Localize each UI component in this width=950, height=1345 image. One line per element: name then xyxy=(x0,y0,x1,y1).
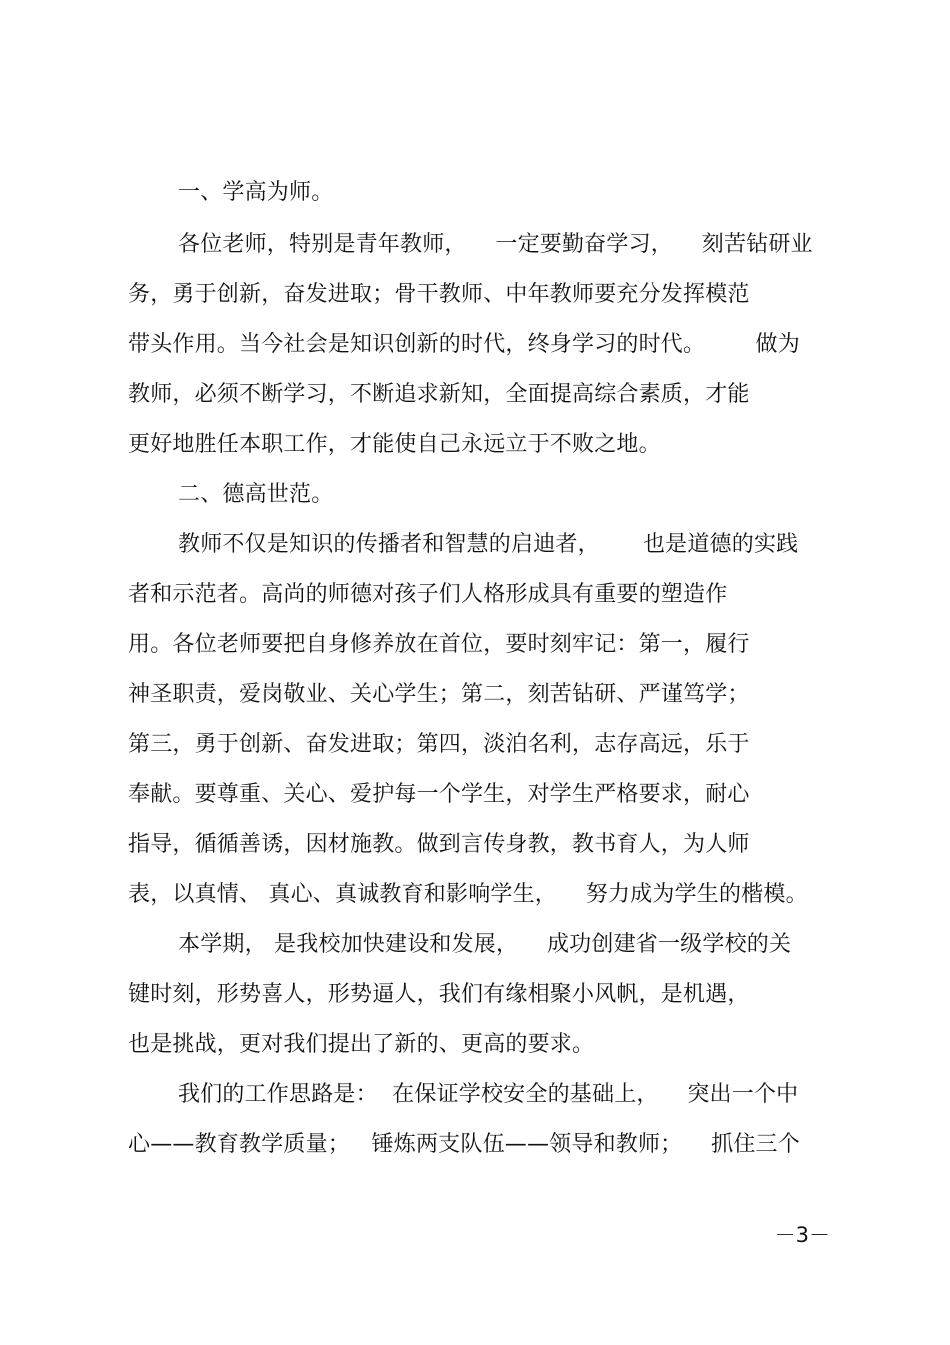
paragraph-line: 用。各位老师要把自身修养放在首位，要时刻牢记：第一，履行 xyxy=(128,632,750,657)
paragraph-line: 神圣职责，爱岗敬业、关心学生；第二，刻苦钻研、严谨笃学； xyxy=(128,682,750,707)
heading-section-2: 二、德高世范。 xyxy=(178,482,334,507)
paragraph-line: 键时刻，形势喜人，形势逼人，我们有缘相聚小风帆，是机遇， xyxy=(128,982,750,1007)
paragraph-line: 更好地胜任本职工作，才能使自己永远立于不败之地。 xyxy=(128,432,661,457)
paragraph-line: 奉献。要尊重、关心、爱护每一个学生，对学生严格要求，耐心 xyxy=(128,782,750,807)
paragraph-line: 本学期， 是我校加快建设和发展， 成功创建省一级学校的关 xyxy=(178,932,792,957)
paragraph-line: 我们的工作思路是： 在保证学校安全的基础上， 突出一个中 xyxy=(178,1082,799,1107)
paragraph-line: 者和示范者。高尚的师德对孩子们人格形成具有重要的塑造作 xyxy=(128,582,728,607)
page-number: －3－ xyxy=(774,1223,830,1247)
paragraph-line: 务，勇于创新，奋发进取；骨干教师、中年教师要充分发挥模范 xyxy=(128,282,750,307)
paragraph-line: 也是挑战，更对我们提出了新的、更高的要求。 xyxy=(128,1032,595,1057)
heading-section-1: 一、学高为师。 xyxy=(178,180,334,205)
paragraph-line: 第三，勇于创新、奋发进取；第四，淡泊名利，志存高远，乐于 xyxy=(128,732,750,757)
paragraph-line: 带头作用。当今社会是知识创新的时代，终身学习的时代。 做为 xyxy=(128,332,800,357)
paragraph-line: 心——教育教学质量； 锤炼两支队伍——领导和教师； 抓住三个 xyxy=(128,1132,800,1157)
paragraph-line: 表，以真情、 真心、真诚教育和影响学生， 努力成为学生的楷模。 xyxy=(128,882,808,907)
paragraph-line: 教师，必须不断学习，不断追求新知，全面提高综合素质，才能 xyxy=(128,382,750,407)
paragraph-line: 各位老师，特别是青年教师， 一定要勤奋学习， 刻苦钻研业 xyxy=(178,232,813,257)
paragraph-line: 指导，循循善诱，因材施教。做到言传身教，教书育人，为人师 xyxy=(128,832,750,857)
paragraph-line: 教师不仅是知识的传播者和智慧的启迪者， 也是道德的实践 xyxy=(178,532,799,557)
